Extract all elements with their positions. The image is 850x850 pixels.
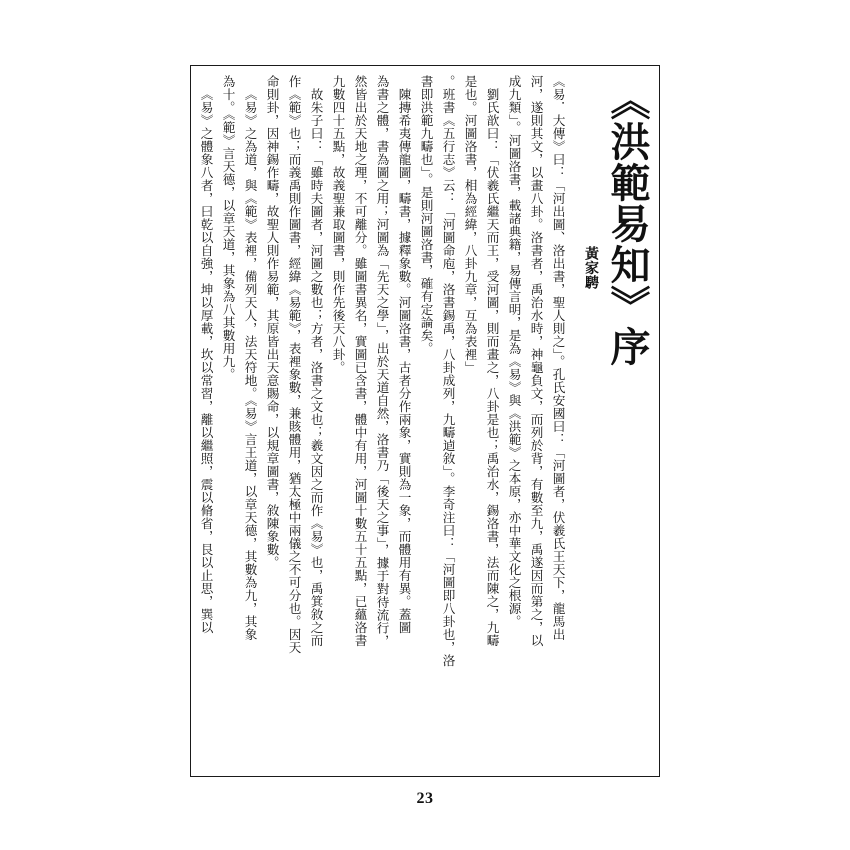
- text-column-7: 書即洪範九疇也」。是則河圖洛書，確有定論矣。: [418, 75, 434, 355]
- text-column-2: 河，遂則其文，以畫八卦。洛書者，禹治水時，神龜負文，而列於背，有數至九，禹遂因而第之，以: [528, 75, 544, 647]
- text-column-10: 然皆出於天地之理，不可離分。雖圖書異名，實圖已含書，體中有用，河圖十數五十五點，已蘊洛書: [352, 75, 368, 647]
- text-column-12: 故朱子曰：「雖時夫圖者，河圖之數也；方者，洛書之文也；羲文因之而作《易》也，禹箕敘之而: [308, 88, 324, 647]
- page-number: 23: [416, 790, 434, 807]
- text-column-15: 《易》之為道，與《範》表裡，備列天人，法天符地。《易》言王道，以章天德，其數為九，其象: [242, 88, 258, 641]
- text-column-8: 陳摶希夷傳龍圖，疇書，據釋象數。河圖洛書，古者分作兩象，實則為一象，而體用有異。蓋圖: [396, 88, 412, 634]
- text-column-11: 九數四十五點，故義聖兼取圖書，則作先後天八卦。: [330, 75, 346, 374]
- text-column-3: 成九類」。河圖洛書，載諸典籍，易傳言明，是為《易》與《洪範》之本原，亦中華文化之根源。: [506, 75, 522, 628]
- author-name: 黃家騁: [583, 246, 599, 290]
- page-title: 《洪範易知》序: [604, 80, 651, 367]
- text-column-9: 為書之體，書為圖之用；河圖為「先天之學」，出於天道自然，洛書乃「後天之事」，據于對待流行，: [374, 75, 390, 648]
- text-column-4: 劉氏歆曰：「伏羲氏繼天而王，受河圖，則而畫之，八卦是也；禹治水，錫洛書，法而陳之，九疇: [484, 88, 500, 647]
- text-column-13: 作《範》也；而義禹則作圖書，經緯《易範》，表裡象數，兼賅體用，猶太極中兩儀之不可分也。因天: [286, 75, 302, 654]
- text-column-17: 《易》之體象八者，曰乾以自強，坤以厚載，坎以常習，離以繼照，震以脩省，艮以止思，巽以: [198, 88, 214, 634]
- text-column-6: 。班書《五行志》云：「河圖命庖，洛書錫禹，八卦成列，九疇逌敘」。李奇注曰：「河圖即八卦也，洛: [440, 75, 456, 667]
- text-column-1: 《易．大傳》曰：「河出圖、洛出書，聖人則之」。孔氏安國曰：「河圖者，伏羲氏王天下，龍馬出: [550, 75, 566, 641]
- text-column-5: 是也。河圖洛書，相為經緯，八卦九章，互為表裡」: [462, 75, 478, 374]
- text-column-16: 為十。《範》言天德，以章天道，其象為八其數用九。: [220, 75, 236, 381]
- text-column-14: 命則卦，因神錫作疇，故聖人則作易範，其原皆出天意賜命，以規章圖書，敘陳象數。: [264, 75, 280, 569]
